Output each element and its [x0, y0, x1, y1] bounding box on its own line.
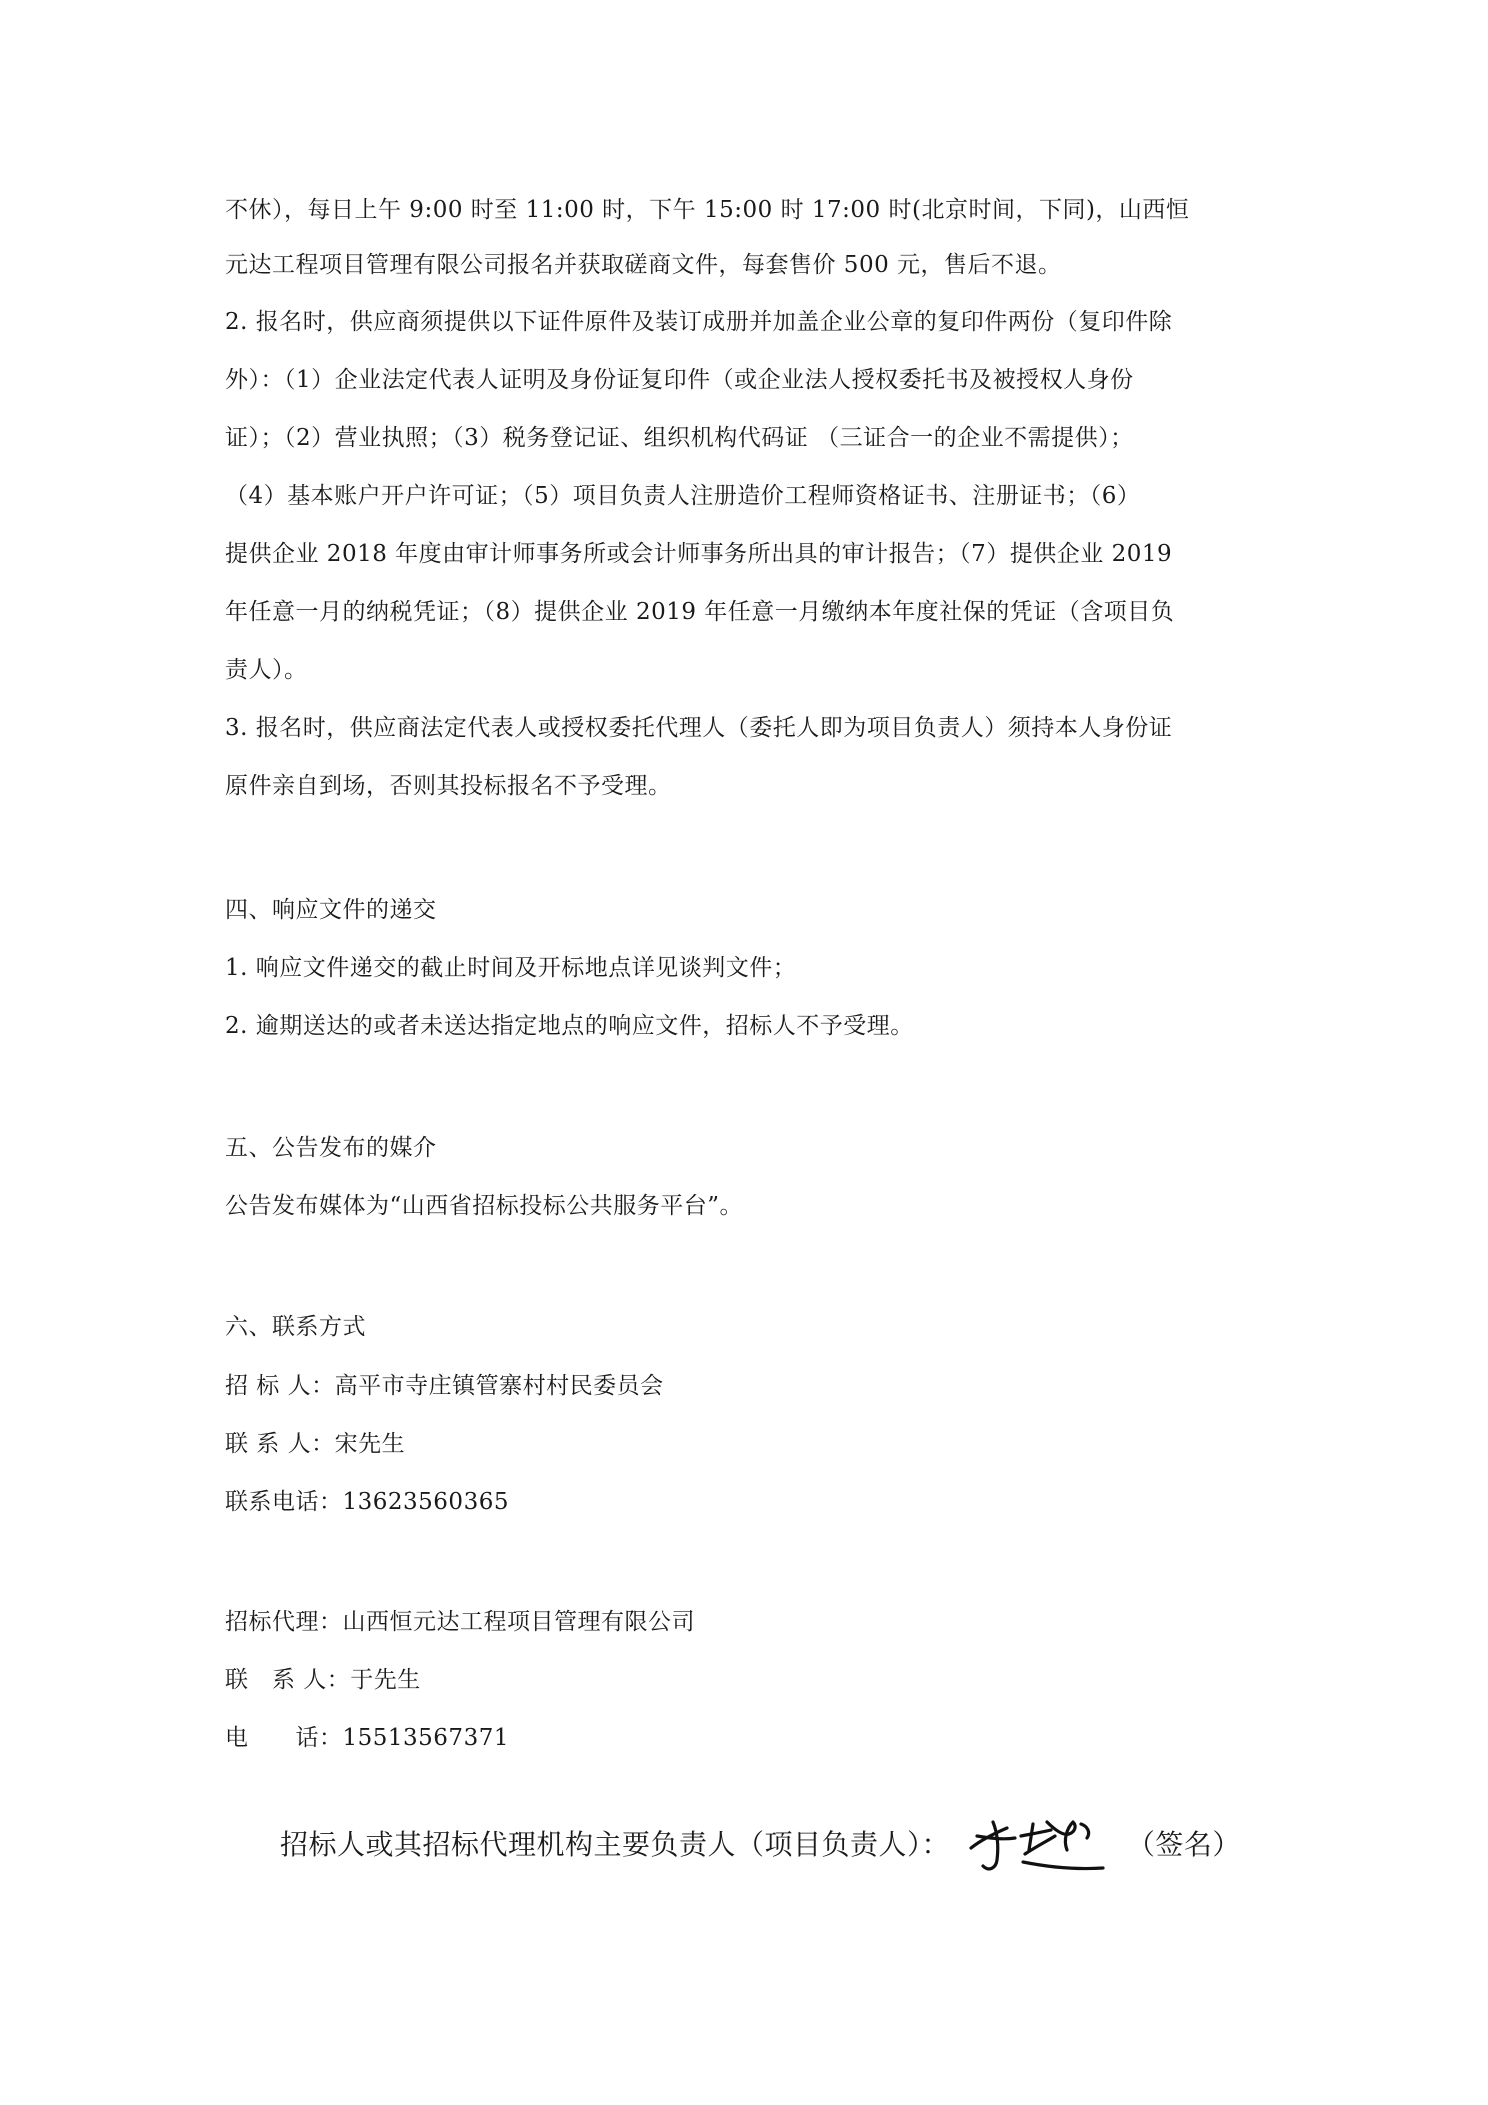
contact-person: 联 系 人：宋先生 — [225, 1431, 406, 1457]
paragraph-line: 责人）。 — [225, 657, 308, 683]
signature-label: 招标人或其招标代理机构主要负责人（项目负责人）： — [280, 1828, 951, 1861]
contact-phone: 联系电话：13623560365 — [225, 1489, 509, 1515]
paragraph-line: 2. 报名时，供应商须提供以下证件原件及装订成册并加盖企业公章的复印件两份（复印件除 — [225, 309, 1173, 335]
paragraph-line: 元达工程项目管理有限公司报名并获取磋商文件，每套售价 500 元，售后不退。 — [225, 252, 1062, 278]
signature-block — [280, 1810, 1241, 1880]
agent-phone: 电 话：15513567371 — [225, 1725, 509, 1751]
agent-contact-person: 联 系 人：于先生 — [225, 1667, 421, 1693]
paragraph-line: 年任意一月的纳税凭证；（8）提供企业 2019 年任意一月缴纳本年度社保的凭证（含项目负 — [225, 599, 1175, 625]
paragraph-line: （4）基本账户开户许可证；（5）项目负责人注册造价工程师资格证书、注册证书；（6） — [225, 483, 1141, 509]
section-heading: 四、响应文件的递交 — [225, 897, 437, 923]
contact-tenderer: 招 标 人：高平市寺庄镇管寨村村民委员会 — [225, 1373, 664, 1399]
paragraph-line: 3. 报名时，供应商法定代表人或授权委托代理人（委托人即为项目负责人）须持本人身份证 — [225, 715, 1173, 741]
paragraph-line: 外）：（1）企业法定代表人证明及身份证复印件（或企业法人授权委托书及被授权人身份 — [225, 367, 1134, 393]
paragraph-line: 公告发布媒体为“山西省招标投标公共服务平台”。 — [225, 1193, 744, 1219]
section-heading: 五、公告发布的媒介 — [225, 1135, 437, 1161]
paragraph-line: 不休），每日上午 9:00 时至 11:00 时，下午 15:00 时 17:00 时(北京时间，下同)，山西恒 — [225, 197, 1190, 223]
paragraph-line: 2. 逾期送达的或者未送达指定地点的响应文件，招标人不予受理。 — [225, 1013, 914, 1039]
paragraph-line: 1. 响应文件递交的截止时间及开标地点详见谈判文件； — [225, 955, 797, 981]
paragraph-line: 提供企业 2018 年度由审计师事务所或会计师事务所出具的审计报告；（7）提供企业 2019 — [225, 541, 1173, 567]
agent-name: 招标代理：山西恒元达工程项目管理有限公司 — [225, 1609, 695, 1635]
paragraph-line: 原件亲自到场，否则其投标报名不予受理。 — [225, 773, 672, 799]
section-heading: 六、联系方式 — [225, 1314, 366, 1340]
signature-suffix: （签名） — [1126, 1828, 1241, 1861]
handwritten-signature — [963, 1810, 1113, 1880]
paragraph-line: 证）；（2）营业执照；（3）税务登记证、组织机构代码证 （三证合一的企业不需提供）； — [225, 425, 1134, 451]
